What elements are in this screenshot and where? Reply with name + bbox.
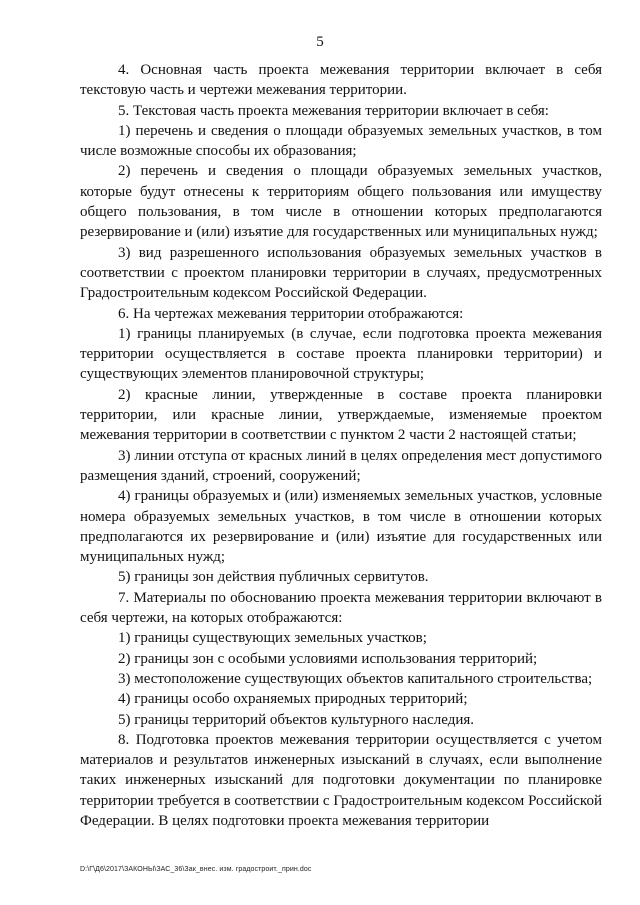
paragraph: 5. Текстовая часть проекта межевания территории включает в себя: [118, 102, 549, 119]
list-item: 2) красные линии, утвержденные в составе проекта планировки территории, или красные линии, утверждаемые, изменяемые проектом межевания территории в соответствии с пунктом 2 части 2 настоящей статьи; [80, 386, 602, 444]
list-item: 5) границы территорий объектов культурного наследия. [118, 711, 475, 728]
list-item: 1) границы существующих земельных участков; [118, 630, 427, 647]
list-item: 5) границы зон действия публичных сервитутов. [118, 569, 429, 586]
file-path-footer: D:\Г\Д6\2017\ЗАКОНЫ\ЗАС_36\Зак_внес. изм. градостроит._прин.doc [80, 866, 312, 873]
paragraph: 4. Основная часть проекта межевания территории включает в себя текстовую часть и чертежи межевания территории. [80, 62, 602, 99]
paragraph: 7. Материалы по обоснованию проекта межевания территории включают в себя чертежи, на которых отображаются: [80, 589, 602, 627]
paragraph: 6. На чертежах межевания территории отображаются: [118, 305, 464, 322]
list-item: 4) границы образуемых и (или) изменяемых земельных участков, условные номера образуемых земельных участков, в том числе в отношении которых предполагаются их резервирование и (или) изъятие для государственных или муниципальных нужд; [80, 488, 602, 566]
list-item: 3) местоположение существующих объектов капитального строительства; [118, 670, 593, 687]
list-item: 3) вид разрешенного использования образуемых земельных участков в соответствии с проектом планировки территории в случаях, предусмотренных Градостроительным кодексом Российской Федерации. [80, 244, 602, 302]
paragraph: 8. Подготовка проектов межевания территории осуществляется с учетом материалов и результатов инженерных изысканий в случаях, если выполнение таких инженерных изысканий для подготовки документации по планировке территории требуется в соответствии с Градостроительным кодексом Российской Федерации. В целях подготовки проекта межевания территории [80, 731, 602, 829]
list-item: 1) перечень и сведения о площади образуемых земельных участков, в том числе возможные способы их образования; [80, 122, 602, 160]
list-item: 4) границы особо охраняемых природных территорий; [118, 691, 468, 708]
list-item: 1) границы планируемых (в случае, если подготовка проекта межевания территории осуществляется в составе проекта планировки территории) и существующих элементов планировочной структуры; [80, 325, 602, 383]
document-body [80, 60, 602, 831]
list-item: 2) перечень и сведения о площади образуемых земельных участков, которые будут отнесены к территориям общего пользования или имуществу общего пользования, в том числе в отношении которых предполагаются резервирование и (или) изъятие для государственных или муниципальных нужд; [80, 163, 602, 241]
list-item: 2) границы зон с особыми условиями использования территорий; [118, 650, 538, 667]
list-item: 3) линии отступа от красных линий в целях определения мест допустимого размещения зданий, строений, сооружений; [80, 447, 602, 484]
page-number: 5 [316, 34, 324, 50]
